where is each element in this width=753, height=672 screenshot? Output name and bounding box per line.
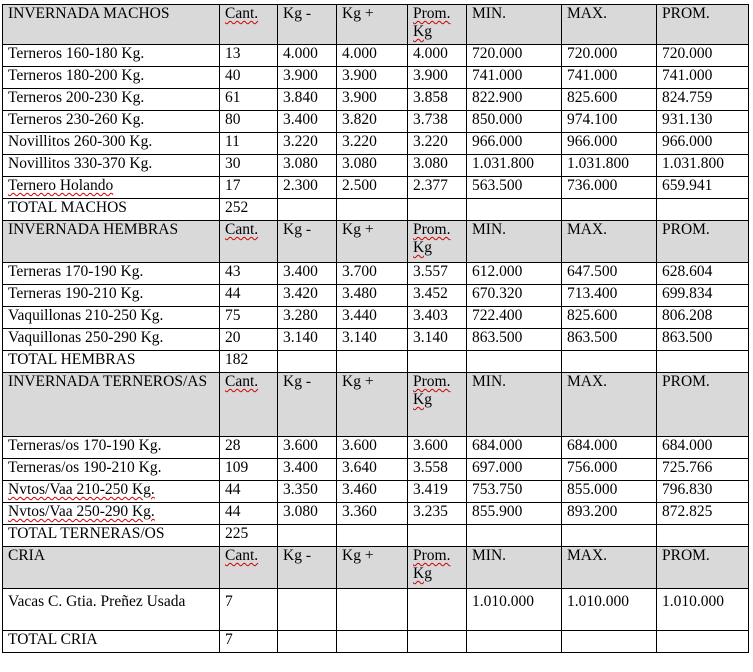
header-max: MAX. <box>562 5 657 45</box>
kg-minus-cell: 3.600 <box>278 437 337 459</box>
kg-plus-cell: 3.460 <box>337 481 408 503</box>
min-cell: 850.000 <box>467 111 562 133</box>
total-value: 182 <box>220 351 278 373</box>
section-header-row <box>3 547 749 589</box>
section-title: INVERNADA HEMBRAS <box>3 221 220 263</box>
prom-kg-cell: 3.738 <box>408 111 467 133</box>
max-cell: 647.500 <box>562 263 657 285</box>
header-prom: PROM. <box>657 373 749 437</box>
max-cell: 855.000 <box>562 481 657 503</box>
section-header-row <box>3 5 749 45</box>
total-row <box>3 351 749 373</box>
kg-minus-cell: 3.080 <box>278 503 337 525</box>
row-label: Novillitos 260-300 Kg. <box>3 133 220 155</box>
min-cell: 1.031.800 <box>467 155 562 177</box>
total-row <box>3 631 749 653</box>
section-title: INVERNADA TERNEROS/AS <box>3 373 220 437</box>
cant-cell: 44 <box>220 503 278 525</box>
min-cell: 563.500 <box>467 177 562 199</box>
header-kg-plus: Kg + <box>337 547 408 589</box>
max-cell: 756.000 <box>562 459 657 481</box>
kg-plus-cell: 3.640 <box>337 459 408 481</box>
max-cell: 825.600 <box>562 307 657 329</box>
cant-cell: 109 <box>220 459 278 481</box>
max-cell: 863.500 <box>562 329 657 351</box>
cant-cell: 61 <box>220 89 278 111</box>
prom-cell: 806.208 <box>657 307 749 329</box>
section-title: CRIA <box>3 547 220 589</box>
kg-plus-cell: 3.440 <box>337 307 408 329</box>
table-row <box>3 503 749 525</box>
header-cant: Cant. <box>225 221 259 238</box>
kg-plus-cell: 3.900 <box>337 67 408 89</box>
kg-minus-cell: 3.280 <box>278 307 337 329</box>
row-label: Vaquillonas 250-290 Kg. <box>3 329 220 351</box>
cant-cell: 44 <box>220 285 278 307</box>
prom-cell: 684.000 <box>657 437 749 459</box>
kg-minus-cell: 4.000 <box>278 45 337 67</box>
min-cell: 855.900 <box>467 503 562 525</box>
header-cant: Cant. <box>225 547 259 564</box>
prom-cell: 796.830 <box>657 481 749 503</box>
cant-cell: 28 <box>220 437 278 459</box>
header-max: MAX. <box>562 547 657 589</box>
header-kg-plus: Kg + <box>337 221 408 263</box>
row-label: Terneras 170-190 Kg. <box>3 263 220 285</box>
total-value: 7 <box>220 631 278 653</box>
row-label: Nvtos/Vaa 250-290 Kg. <box>8 503 155 520</box>
prom-kg-cell: 3.557 <box>408 263 467 285</box>
prom-cell: 725.766 <box>657 459 749 481</box>
header-cant: Cant. <box>225 373 259 390</box>
kg-minus-cell: 3.140 <box>278 329 337 351</box>
table-row <box>3 329 749 351</box>
prom-kg-cell: 3.558 <box>408 459 467 481</box>
max-cell: 1.031.800 <box>562 155 657 177</box>
total-row <box>3 199 749 221</box>
total-value: 252 <box>220 199 278 221</box>
prom-cell: 659.941 <box>657 177 749 199</box>
kg-minus-cell: 3.400 <box>278 111 337 133</box>
min-cell: 822.900 <box>467 89 562 111</box>
kg-minus-cell: 3.080 <box>278 155 337 177</box>
min-cell: 753.750 <box>467 481 562 503</box>
prom-cell: 628.604 <box>657 263 749 285</box>
prom-kg-cell: 3.858 <box>408 89 467 111</box>
prom-kg-cell: 3.235 <box>408 503 467 525</box>
kg-minus-cell: 3.400 <box>278 263 337 285</box>
prom-kg-cell: 3.419 <box>408 481 467 503</box>
prom-cell: 931.130 <box>657 111 749 133</box>
kg-plus-cell: 3.480 <box>337 285 408 307</box>
kg-plus-cell: 3.220 <box>337 133 408 155</box>
section-title: INVERNADA MACHOS <box>3 5 220 45</box>
table-row <box>3 263 749 285</box>
min-cell: 697.000 <box>467 459 562 481</box>
max-cell: 736.000 <box>562 177 657 199</box>
table-row <box>3 307 749 329</box>
header-prom-kg: Prom. Kg <box>413 221 451 256</box>
prom-kg-cell: 3.900 <box>408 67 467 89</box>
prom-cell: 863.500 <box>657 329 749 351</box>
table-row <box>3 133 749 155</box>
cant-cell: 7 <box>220 589 278 631</box>
prom-kg-cell: 3.220 <box>408 133 467 155</box>
min-cell: 966.000 <box>467 133 562 155</box>
header-kg-minus: Kg - <box>278 221 337 263</box>
min-cell: 863.500 <box>467 329 562 351</box>
header-min: MIN. <box>467 547 562 589</box>
prom-cell: 741.000 <box>657 67 749 89</box>
min-cell: 670.320 <box>467 285 562 307</box>
prom-cell: 720.000 <box>657 45 749 67</box>
kg-plus-cell: 4.000 <box>337 45 408 67</box>
row-label: Vaquillonas 210-250 Kg. <box>3 307 220 329</box>
header-max: MAX. <box>562 221 657 263</box>
cattle-price-table <box>2 4 749 653</box>
max-cell: 720.000 <box>562 45 657 67</box>
kg-plus-cell: 3.820 <box>337 111 408 133</box>
section-header-row <box>3 373 749 437</box>
kg-plus-cell: 3.900 <box>337 89 408 111</box>
total-value: 225 <box>220 525 278 547</box>
prom-cell: 824.759 <box>657 89 749 111</box>
kg-plus-cell: 3.140 <box>337 329 408 351</box>
max-cell: 1.010.000 <box>562 589 657 631</box>
prom-cell: 1.010.000 <box>657 589 749 631</box>
cant-cell: 30 <box>220 155 278 177</box>
prom-kg-cell: 4.000 <box>408 45 467 67</box>
cant-cell: 43 <box>220 263 278 285</box>
total-row <box>3 525 749 547</box>
kg-plus-cell: 2.500 <box>337 177 408 199</box>
cant-cell: 44 <box>220 481 278 503</box>
cant-cell: 40 <box>220 67 278 89</box>
table-row <box>3 45 749 67</box>
table-row <box>3 481 749 503</box>
table-row <box>3 437 749 459</box>
table-row <box>3 89 749 111</box>
kg-plus-cell <box>337 589 408 631</box>
row-label: Terneros 200-230 Kg. <box>3 89 220 111</box>
max-cell: 684.000 <box>562 437 657 459</box>
header-prom-kg: Prom. Kg <box>413 373 451 408</box>
header-kg-plus: Kg + <box>337 5 408 45</box>
table-row <box>3 111 749 133</box>
header-prom: PROM. <box>657 547 749 589</box>
total-label: TOTAL MACHOS <box>3 199 220 221</box>
header-prom-kg: Prom. Kg <box>413 5 451 40</box>
row-label: Novillitos 330-370 Kg. <box>3 155 220 177</box>
table-row <box>3 155 749 177</box>
kg-minus-cell: 3.400 <box>278 459 337 481</box>
max-cell: 974.100 <box>562 111 657 133</box>
prom-kg-cell: 3.600 <box>408 437 467 459</box>
max-cell: 741.000 <box>562 67 657 89</box>
row-label: Terneras/os 190-210 Kg. <box>3 459 220 481</box>
row-label: Terneras/os 170-190 Kg. <box>3 437 220 459</box>
kg-plus-cell: 3.080 <box>337 155 408 177</box>
min-cell: 684.000 <box>467 437 562 459</box>
row-label: Terneras 190-210 Kg. <box>3 285 220 307</box>
prom-kg-cell: 3.452 <box>408 285 467 307</box>
kg-minus-cell: 3.220 <box>278 133 337 155</box>
header-max: MAX. <box>562 373 657 437</box>
cant-cell: 13 <box>220 45 278 67</box>
row-label: Vacas C. Gtia. Preñez Usada <box>3 589 220 631</box>
row-label: Nvtos/Vaa 210-250 Kg. <box>8 481 155 498</box>
kg-minus-cell <box>278 589 337 631</box>
max-cell: 713.400 <box>562 285 657 307</box>
max-cell: 966.000 <box>562 133 657 155</box>
header-cant: Cant. <box>225 5 259 22</box>
total-label: TOTAL HEMBRAS <box>3 351 220 373</box>
header-min: MIN. <box>467 373 562 437</box>
cant-cell: 75 <box>220 307 278 329</box>
kg-plus-cell: 3.600 <box>337 437 408 459</box>
kg-minus-cell: 2.300 <box>278 177 337 199</box>
table-row <box>3 589 749 631</box>
min-cell: 722.400 <box>467 307 562 329</box>
kg-minus-cell: 3.420 <box>278 285 337 307</box>
min-cell: 720.000 <box>467 45 562 67</box>
header-kg-minus: Kg - <box>278 373 337 437</box>
min-cell: 1.010.000 <box>467 589 562 631</box>
total-label: TOTAL TERNERAS/OS <box>3 525 220 547</box>
row-label: Ternero Holando <box>8 177 114 194</box>
row-label: Terneros 180-200 Kg. <box>3 67 220 89</box>
max-cell: 825.600 <box>562 89 657 111</box>
table-row <box>3 459 749 481</box>
row-label: Terneros 230-260 Kg. <box>3 111 220 133</box>
max-cell: 893.200 <box>562 503 657 525</box>
prom-kg-cell: 3.140 <box>408 329 467 351</box>
kg-minus-cell: 3.900 <box>278 67 337 89</box>
prom-kg-cell <box>408 589 467 631</box>
header-prom: PROM. <box>657 221 749 263</box>
cant-cell: 20 <box>220 329 278 351</box>
cant-cell: 11 <box>220 133 278 155</box>
row-label: Terneros 160-180 Kg. <box>3 45 220 67</box>
header-prom: PROM. <box>657 5 749 45</box>
prom-kg-cell: 3.080 <box>408 155 467 177</box>
cant-cell: 80 <box>220 111 278 133</box>
header-min: MIN. <box>467 221 562 263</box>
prom-cell: 1.031.800 <box>657 155 749 177</box>
min-cell: 612.000 <box>467 263 562 285</box>
cant-cell: 17 <box>220 177 278 199</box>
header-kg-minus: Kg - <box>278 547 337 589</box>
table-row <box>3 177 749 199</box>
kg-minus-cell: 3.350 <box>278 481 337 503</box>
table-row <box>3 67 749 89</box>
kg-plus-cell: 3.700 <box>337 263 408 285</box>
prom-kg-cell: 2.377 <box>408 177 467 199</box>
table-row <box>3 285 749 307</box>
prom-cell: 966.000 <box>657 133 749 155</box>
prom-kg-cell: 3.403 <box>408 307 467 329</box>
header-kg-plus: Kg + <box>337 373 408 437</box>
section-header-row <box>3 221 749 263</box>
kg-plus-cell: 3.360 <box>337 503 408 525</box>
prom-cell: 699.834 <box>657 285 749 307</box>
header-prom-kg: Prom. Kg <box>413 547 451 582</box>
prom-cell: 872.825 <box>657 503 749 525</box>
total-label: TOTAL CRIA <box>3 631 220 653</box>
header-min: MIN. <box>467 5 562 45</box>
min-cell: 741.000 <box>467 67 562 89</box>
header-kg-minus: Kg - <box>278 5 337 45</box>
kg-minus-cell: 3.840 <box>278 89 337 111</box>
